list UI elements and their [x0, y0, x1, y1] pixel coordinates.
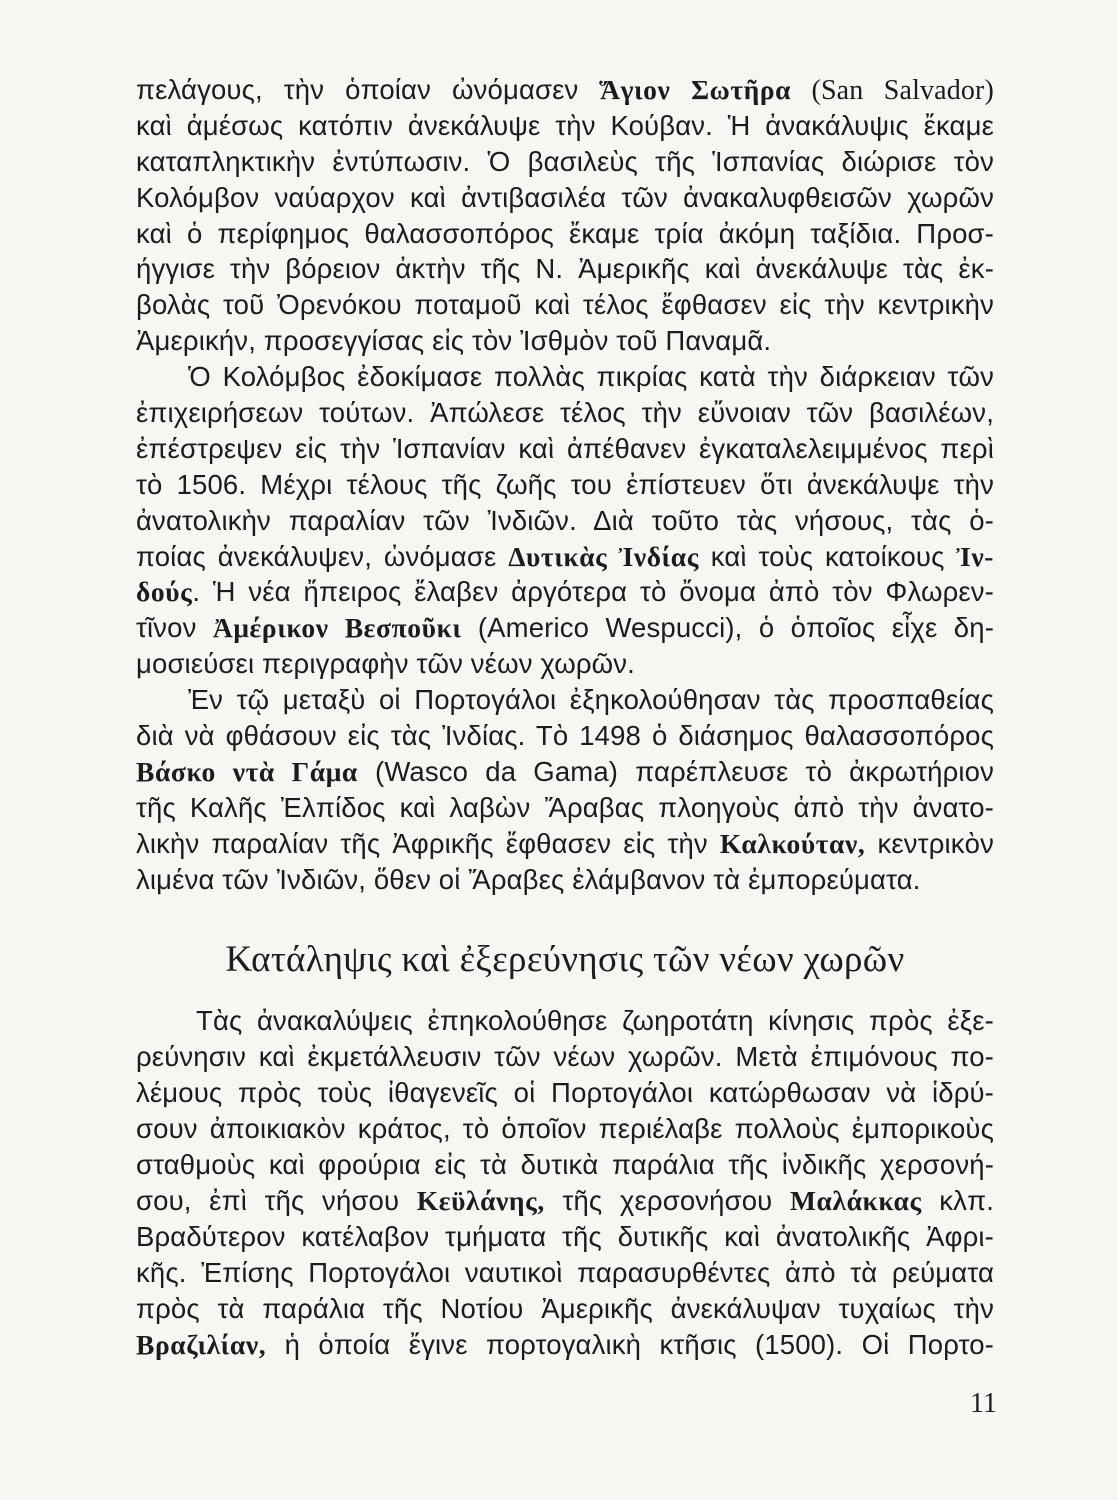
text-run: (San Salvador) — [791, 75, 994, 106]
text-line — [136, 1111, 994, 1147]
text-run: σου, ἐπὶ τῆς νήσου — [136, 1184, 417, 1216]
text-line — [136, 1147, 994, 1183]
text-run: τῆς Καλῆς Ἐλπίδος καὶ λαβὼν Ἄραβας πλοηγοὺς ἀπὸ τὴν ἀνατο- — [136, 791, 994, 823]
text-line — [136, 467, 994, 503]
paragraph-3 — [136, 682, 994, 897]
text-line — [136, 359, 994, 395]
text-line — [136, 610, 994, 646]
text-run: καὶ ὁ περίφημος θαλασσοπόρος ἔκαμε τρία ἀκόμη ταξίδια. Προσ- — [136, 217, 994, 249]
text-run: Βραδύτερον κατέλαβον τμήματα τῆς δυτικῆς καὶ ἀνατολικῆς Ἀφρι- — [136, 1220, 994, 1252]
text-line — [136, 1255, 994, 1291]
text-line — [136, 287, 994, 323]
text-run: ἐπιχειρήσεων τούτων. Ἀπώλεσε τέλος τὴν εὔνοιαν τῶν βασιλέων, — [136, 397, 994, 429]
text-line — [136, 1039, 994, 1075]
text-run: τῆς χερσονήσου — [544, 1184, 790, 1216]
bold-term: δούς — [136, 576, 193, 608]
text-run: πρὸς τὰ παράλια τῆς Νοτίου Ἀμερικῆς ἀνεκάλυψαν τυχαίως τὴν — [136, 1292, 994, 1324]
text-run: ἀνατολικὴν παραλίαν τῶν Ἰνδιῶν. Διὰ τοῦτο τὰς νήσους, τὰς ὁ- — [136, 504, 994, 536]
text-line — [136, 682, 994, 718]
text-run: κλπ. — [921, 1184, 994, 1216]
text-line — [136, 72, 994, 108]
text-run: . Ἡ νέα ἤπειρος ἔλαβεν ἀργότερα τὸ ὄνομα ἀπὸ τὸν Φλωρεν- — [192, 576, 994, 608]
text-line — [136, 395, 994, 431]
text-run: βολὰς τοῦ Ὀρενόκου ποταμοῦ καὶ τέλος ἔφθασεν εἰς τὴν κεντρικὴν — [136, 289, 994, 321]
bold-term: Βραζιλίαν, — [136, 1328, 267, 1360]
page-number: 11 — [970, 1388, 997, 1419]
bold-term: Μαλάκκας — [790, 1184, 922, 1216]
text-run: καὶ τοὺς κατοίκους — [698, 540, 957, 572]
text-line — [136, 1219, 994, 1255]
text-run: λέμους πρὸς τοὺς ἰθαγενεῖς οἱ Πορτογάλοι κατώρθωσαν νὰ ἱδρύ- — [136, 1077, 994, 1109]
text-line — [136, 1291, 994, 1327]
bold-term: Ἀμέρικον Βεσποῦκι — [212, 612, 462, 644]
text-run: Κολόμβον ναύαρχον καὶ ἀντιβασιλέα τῶν ἀνακαλυφθεισῶν χωρῶν — [136, 181, 994, 213]
text-line — [136, 1183, 994, 1219]
paragraph-1 — [136, 72, 994, 359]
text-run: Ἀμερικήν, προσεγγίσας εἰς τὸν Ἰσθμὸν τοῦ Παναμᾶ. — [136, 325, 772, 357]
text-line — [136, 790, 994, 826]
text-run: ἡ ὁποία ἔγινε πορτογαλικὴ κτῆσις (1500). Οἱ Πορτο- — [266, 1328, 994, 1360]
text-line — [136, 180, 994, 216]
text-line — [136, 431, 994, 467]
text-run: Ὁ Κολόμβος ἐδοκίμασε πολλὰς πικρίας κατὰ τὴν διάρκειαν τῶν — [188, 361, 994, 393]
bold-term: Κεϋλάνης, — [416, 1184, 545, 1216]
text-line — [136, 1003, 994, 1039]
text-line — [136, 1327, 994, 1363]
text-run: (Americo Wespucci), ὁ ὁποῖος εἶχε δη- — [461, 612, 994, 644]
book-page — [136, 72, 994, 1362]
text-run: λικὴν παραλίαν τῆς Ἀφρικῆς ἔφθασεν εἰς τὴν — [136, 827, 720, 859]
text-line — [136, 646, 994, 682]
text-run: (Wasco da Gama) παρέπλευσε τὸ ἀκρωτήριον — [357, 755, 994, 787]
text-run: κῆς. Ἐπίσης Πορτογάλοι ναυτικοὶ παρασυρθέντες ἀπὸ τὰ ρεύματα — [136, 1256, 994, 1288]
text-run: καταπληκτικὴν ἐντύπωσιν. Ὁ βασιλεὺς τῆς Ἱσπανίας διώρισε τὸν — [136, 145, 994, 177]
bold-term: Καλκούταν, — [719, 827, 866, 859]
text-line — [136, 754, 994, 790]
text-line — [136, 862, 994, 898]
text-line — [136, 323, 994, 359]
text-line — [136, 539, 994, 575]
text-line — [136, 216, 994, 252]
section-heading: Κατάληψις καὶ ἐξερεύνησις τῶν νέων χωρῶν — [225, 939, 905, 981]
text-line — [136, 503, 994, 539]
text-run: διὰ νὰ φθάσουν εἰς τὰς Ἰνδίας. Τὸ 1498 ὁ διάσημος θαλασσοπόρος — [136, 720, 994, 752]
text-run: μοσιεύσει περιγραφὴν τῶν νέων χωρῶν. — [136, 648, 635, 680]
text-run: τὸ 1506. Μέχρι τέλους τῆς ζωῆς του ἐπίστευεν ὅτι ἀνεκάλυψε τὴν — [136, 468, 994, 500]
text-run: κεντρικὸν — [865, 827, 994, 859]
text-line — [136, 1075, 994, 1111]
paragraph-4 — [136, 1003, 994, 1362]
text-line — [136, 144, 994, 180]
text-run: Ἐν τῷ μεταξὺ οἱ Πορτογάλοι ἐξηκολούθησαν τὰς προσπαθείας — [188, 684, 994, 716]
text-run: ρεύνησιν καὶ ἐκμετάλλευσιν τῶν νέων χωρῶν. Μετὰ ἐπιμόνους πο- — [136, 1041, 994, 1073]
text-line — [136, 826, 994, 862]
paragraph-2 — [136, 359, 994, 682]
text-line — [136, 718, 994, 754]
text-run: ποίας ἀνεκάλυψεν, ὠνόμασε — [136, 540, 509, 572]
text-line — [136, 251, 994, 287]
bold-term: Ἰν- — [956, 540, 995, 572]
text-run: καὶ ἀμέσως κατόπιν ἀνεκάλυψε τὴν Κούβαν. Ἡ ἀνακάλυψις ἔκαμε — [136, 109, 994, 141]
text-run: τῖνον — [136, 612, 213, 644]
text-line — [136, 108, 994, 144]
text-run: λιμένα τῶν Ἰνδιῶν, ὅθεν οἱ Ἄραβες ἐλάμβανον τὰ ἐμπορεύματα. — [136, 863, 921, 895]
bold-term: Δυτικὰς Ἰνδίας — [508, 540, 699, 572]
text-run: Τὰς ἀνακαλύψεις ἐπηκολούθησε ζωηροτάτη κίνησις πρὸς ἐξε- — [196, 1005, 994, 1037]
text-run: σουν ἀποικιακὸν κράτος, τὸ ὁποῖον περιέλαβε πολλοὺς ἐμπορικοὺς — [136, 1113, 994, 1145]
text-run: ἐπέστρεψεν εἰς τὴν Ἱσπανίαν καὶ ἀπέθανεν ἐγκαταλελειμμένος περὶ — [136, 432, 994, 464]
bold-term: Ἅγιον Σωτῆρα — [599, 74, 792, 105]
text-run: σταθμοὺς καὶ φρούρια εἰς τὰ δυτικὰ παράλια τῆς ἰνδικῆς χερσονή- — [136, 1149, 994, 1181]
text-line — [136, 574, 994, 610]
bold-term: Βάσκο ντὰ Γάμα — [136, 755, 358, 787]
text-run: ήγγισε τὴν βόρειον ἀκτὴν τῆς Ν. Ἀμερικῆς καὶ ἀνεκάλυψε τὰς ἐκ- — [136, 253, 994, 285]
text-run: πελάγους, τὴν ὁποίαν ὠνόμασεν — [136, 74, 600, 105]
